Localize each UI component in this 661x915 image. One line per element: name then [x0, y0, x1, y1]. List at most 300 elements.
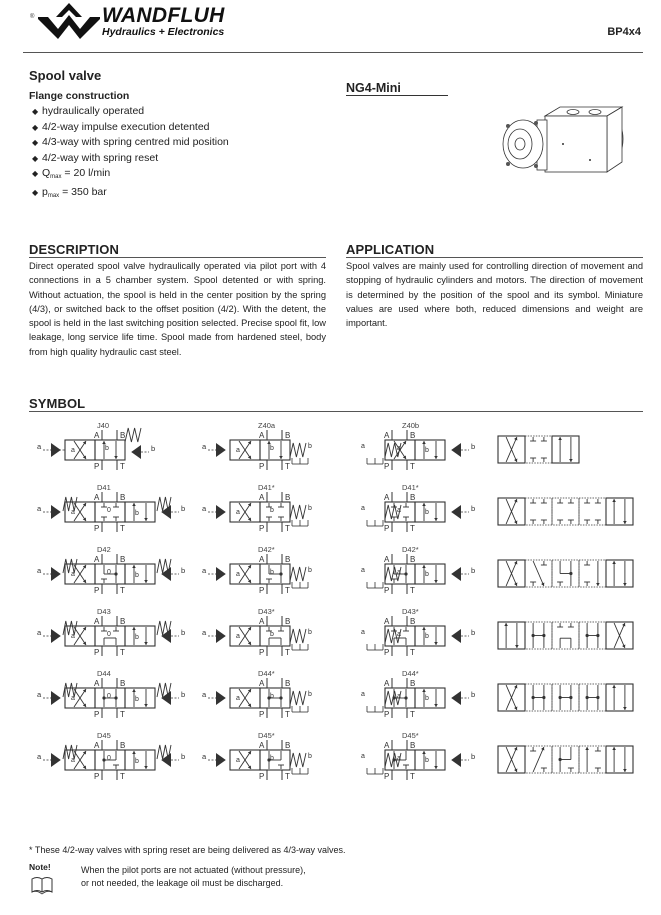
transition-cell [606, 746, 633, 773]
pilot-triangle-icon [216, 567, 226, 581]
port-label: P [259, 772, 265, 781]
port-label: 0 [107, 507, 111, 514]
port-label: a [361, 443, 365, 450]
drain-icon [292, 644, 308, 650]
description-title: DESCRIPTION [29, 242, 119, 257]
symbol-D44 [37, 669, 185, 719]
port-label: P [259, 524, 265, 533]
pilot-label: a [202, 442, 207, 451]
pilot-triangle-icon [216, 505, 226, 519]
valve-cell [95, 440, 125, 460]
diamond-bullet-icon: ◆ [32, 107, 39, 116]
valve-cell [415, 440, 445, 460]
symbol-title: SYMBOL [29, 396, 86, 411]
symbol-D42 [37, 545, 185, 595]
port-label: b [135, 510, 139, 517]
drain-icon [292, 520, 308, 526]
port-label: P [94, 586, 100, 595]
port-label: P [384, 524, 390, 533]
pilot-triangle-icon [216, 753, 226, 767]
transition-cell [552, 622, 579, 649]
drain-icon [367, 706, 383, 712]
port-label: b [270, 569, 274, 576]
port-label: T [410, 772, 415, 781]
symbol-code: D41* [402, 483, 419, 492]
port-label: T [285, 524, 290, 533]
symbol-Z40a [202, 421, 312, 471]
port-label: b [270, 507, 274, 514]
port-label: A [94, 493, 100, 502]
symbol-code: D42 [97, 545, 111, 554]
port-label: a [361, 629, 365, 636]
port-label: P [94, 524, 100, 533]
port-label: b [135, 634, 139, 641]
port-label: P [259, 710, 265, 719]
port-label: T [120, 648, 125, 657]
spring-icon [157, 559, 171, 573]
symbol-row [0, 606, 661, 668]
valve-cell [415, 564, 445, 584]
spring-icon [157, 745, 171, 759]
pilot-triangle-icon [161, 691, 171, 705]
port-label: a [71, 695, 75, 702]
valve-cell [415, 688, 445, 708]
port-label: B [410, 555, 416, 564]
valve-cell [415, 626, 445, 646]
port-label: a [397, 507, 401, 514]
port-label: a [71, 757, 75, 764]
symbol-D43* [361, 607, 475, 657]
pilot-label: b [471, 566, 476, 575]
port-label: B [120, 493, 126, 502]
pilot-label: a [202, 504, 207, 513]
port-label: a [236, 757, 240, 764]
port-label: b [270, 693, 274, 700]
port-label: A [94, 617, 100, 626]
port-label: b [135, 572, 139, 579]
port-label: b [425, 571, 429, 578]
transition-symbol [498, 436, 579, 463]
feature-item: ◆ 4/2-way impulse execution detented [32, 120, 229, 136]
pilot-label: b [181, 752, 186, 761]
feature-item: ◆ 4/3-way with spring centred mid position [32, 135, 229, 151]
symbol-grid [0, 420, 661, 830]
pilot-label: a [202, 752, 207, 761]
port-label: a [71, 509, 75, 516]
drain-icon [292, 768, 308, 774]
symbol-row [0, 730, 661, 792]
pilot-label: a [202, 690, 207, 699]
feature-item: ◆ hydraulically operated [32, 104, 229, 120]
port-label: T [285, 462, 290, 471]
symbol-row [0, 668, 661, 730]
transition-symbol [498, 684, 633, 711]
drain-icon [292, 706, 308, 712]
application-title: APPLICATION [346, 242, 435, 257]
drain-icon [367, 768, 383, 774]
port-label: b [425, 509, 429, 516]
pilot-triangle-icon [216, 691, 226, 705]
feature-list [32, 104, 229, 203]
port-label: A [259, 741, 265, 750]
valve-illustration [495, 102, 630, 182]
port-label: P [384, 648, 390, 657]
port-label: a [361, 753, 365, 760]
spring-icon [290, 753, 306, 767]
feature-item-flow: ◆ $Q_{max} = 20$ l/min [32, 167, 111, 180]
transition-symbol [498, 746, 633, 773]
spring-icon [290, 691, 306, 705]
diamond-bullet-icon: ◆ [32, 138, 39, 147]
symbol-J40 [37, 421, 155, 471]
port-label: T [410, 586, 415, 595]
pilot-label: a [202, 566, 207, 575]
application-divider [346, 257, 643, 258]
port-label: A [384, 431, 390, 440]
port-label: 0 [107, 755, 111, 762]
port-label: B [410, 741, 416, 750]
transition-cell [606, 560, 633, 587]
pilot-triangle-icon [451, 505, 461, 519]
port-label: a [397, 631, 401, 638]
port-label: b [308, 691, 312, 698]
symbol-D42* [202, 545, 312, 595]
port-label: B [285, 679, 291, 688]
drain-icon [367, 644, 383, 650]
footnote: * These 4/2-way valves with spring reset are being delivered as 4/3-way valves. [29, 845, 346, 855]
port-label: b [425, 447, 429, 454]
symbol-D41* [361, 483, 475, 533]
spring-icon [290, 567, 306, 581]
description-divider [29, 257, 326, 258]
port-label: b [308, 567, 312, 574]
valve-cell [125, 626, 155, 646]
symbol-D41 [37, 483, 185, 533]
pilot-triangle-icon [161, 505, 171, 519]
port-label: T [410, 710, 415, 719]
port-label: A [94, 431, 100, 440]
valve-cell [260, 626, 290, 646]
port-label: a [236, 509, 240, 516]
pilot-label: b [181, 504, 186, 513]
pilot-triangle-icon [451, 443, 461, 457]
port-label: B [120, 741, 126, 750]
product-subtitle: Flange construction [29, 90, 130, 102]
pilot-triangle-icon [451, 629, 461, 643]
symbol-code: D41* [258, 483, 275, 492]
symbol-code: D44* [402, 669, 419, 678]
valve-cell [125, 502, 155, 522]
pilot-triangle-icon [51, 629, 61, 643]
transition-cell [498, 622, 525, 649]
registered-mark: ® [30, 14, 35, 20]
pilot-label: b [181, 628, 186, 637]
symbol-D44* [361, 669, 475, 719]
transition-cell [552, 436, 579, 463]
port-label: a [71, 447, 75, 454]
port-label: T [285, 648, 290, 657]
port-label: a [361, 505, 365, 512]
port-label: P [259, 648, 265, 657]
port-label: b [308, 505, 312, 512]
port-label: b [135, 758, 139, 765]
pilot-triangle-icon [131, 445, 141, 459]
port-label: B [285, 741, 291, 750]
transition-cell [525, 436, 552, 463]
port-label: A [384, 555, 390, 564]
port-label: P [384, 462, 390, 471]
pilot-label: b [181, 690, 186, 699]
spring-icon [157, 497, 171, 511]
port-label: T [120, 524, 125, 533]
port-label: B [410, 679, 416, 688]
note-label: Note! [29, 862, 51, 872]
port-label: a [236, 447, 240, 454]
note-text: When the pilot ports are not actuated (without pressure), or not needed, the leakage oil must be discharged. [81, 865, 306, 888]
pilot-label: b [181, 566, 186, 575]
port-label: A [259, 617, 265, 626]
feature-item-pressure: ◆ $p_{max} = 350$ bar [32, 185, 107, 199]
valve-cell [125, 750, 155, 770]
pilot-label: b [471, 442, 476, 451]
port-label: P [259, 462, 265, 471]
diamond-bullet-icon: ◆ [32, 187, 39, 197]
valve-cell [125, 564, 155, 584]
port-label: b [105, 445, 109, 452]
port-label: a [397, 445, 401, 452]
port-label: T [410, 462, 415, 471]
port-label: A [384, 617, 390, 626]
port-label: b [270, 445, 274, 452]
pilot-triangle-icon [451, 753, 461, 767]
pilot-label: a [37, 752, 42, 761]
description-text: Direct operated spool valve hydraulically operated via pilot port with 4 connections in a 5 chamber system. Spool detented or with spring. Without actuation, the spool is held in the center position by the spring (4/3), or switched back to the offset position (4/2). With the detent, the spool is held in the last switching position selected. Precise spool fit, low leakage, long service life time. Spool made from hardened steel, body from high quality hydraulic cast steel. [29, 261, 326, 357]
port-label: A [259, 431, 265, 440]
pilot-label: a [202, 628, 207, 637]
symbol-code: Z40b [402, 421, 420, 430]
port-label: b [425, 695, 429, 702]
port-label: A [384, 493, 390, 502]
port-label: a [397, 755, 401, 762]
symbol-Z40b [361, 421, 475, 471]
port-label: a [361, 567, 365, 574]
transition-cell [579, 560, 606, 587]
valve-cell [415, 750, 445, 770]
transition-cell [606, 498, 633, 525]
port-label: T [285, 710, 290, 719]
symbol-code: D41 [97, 483, 111, 492]
port-label: P [94, 772, 100, 781]
pilot-label: b [471, 628, 476, 637]
port-label: P [94, 648, 100, 657]
brand-name: WANDFLUH [102, 4, 225, 27]
port-label: B [285, 431, 291, 440]
port-label: T [120, 586, 125, 595]
port-label: B [120, 555, 126, 564]
valve-cell [125, 688, 155, 708]
diamond-bullet-icon: ◆ [32, 153, 39, 163]
port-label: A [259, 555, 265, 564]
transition-cell [552, 498, 579, 525]
port-label: B [410, 431, 416, 440]
symbol-row [0, 544, 661, 606]
drain-icon [367, 520, 383, 526]
port-label: P [384, 586, 390, 595]
port-label: A [384, 679, 390, 688]
port-label: B [285, 493, 291, 502]
symbol-divider [29, 411, 643, 412]
pilot-triangle-icon [51, 567, 61, 581]
transition-cell [525, 498, 552, 525]
transition-symbol [498, 560, 633, 587]
spring-icon [157, 683, 171, 697]
port-label: b [425, 633, 429, 640]
port-label: T [410, 648, 415, 657]
port-label: A [94, 555, 100, 564]
symbol-row [0, 420, 661, 482]
symbol-D43* [202, 607, 312, 657]
pilot-triangle-icon [451, 691, 461, 705]
pilot-triangle-icon [161, 567, 171, 581]
pilot-label: b [471, 690, 476, 699]
pilot-triangle-icon [161, 629, 171, 643]
symbol-code: D42* [402, 545, 419, 554]
port-label: b [308, 753, 312, 760]
pilot-label: a [37, 504, 42, 513]
port-label: a [71, 571, 75, 578]
symbol-D45 [37, 731, 185, 781]
symbol-code: D44 [97, 669, 111, 678]
symbol-code: J40 [97, 421, 110, 430]
symbol-code: D43* [402, 607, 419, 616]
port-label: T [120, 772, 125, 781]
port-label: a [397, 569, 401, 576]
pilot-triangle-icon [161, 753, 171, 767]
port-label: A [259, 493, 265, 502]
symbol-code: D45* [402, 731, 419, 740]
port-label: P [94, 462, 100, 471]
drain-icon [292, 582, 308, 588]
symbol-code: D42* [258, 545, 275, 554]
drain-icon [367, 458, 383, 464]
port-label: b [308, 443, 312, 450]
port-label: A [94, 679, 100, 688]
port-label: B [120, 431, 126, 440]
port-label: a [236, 571, 240, 578]
wandfluh-logo-mark [38, 3, 100, 39]
pilot-label: a [37, 566, 42, 575]
valve-cell [260, 440, 290, 460]
port-label: B [410, 617, 416, 626]
port-label: a [236, 695, 240, 702]
header-divider [23, 52, 643, 53]
port-label: P [384, 772, 390, 781]
symbol-D42* [361, 545, 475, 595]
spring-icon [290, 629, 306, 643]
valve-cell [260, 502, 290, 522]
pilot-label: a [37, 442, 42, 451]
port-label: a [397, 693, 401, 700]
transition-cell [606, 684, 633, 711]
pilot-label: b [471, 504, 476, 513]
book-icon [30, 874, 54, 896]
port-label: B [285, 617, 291, 626]
pilot-triangle-icon [51, 691, 61, 705]
port-label: b [135, 696, 139, 703]
port-label: a [71, 633, 75, 640]
diamond-bullet-icon: ◆ [32, 122, 39, 132]
port-label: 0 [107, 693, 111, 700]
spring-icon [157, 621, 171, 635]
port-label: A [94, 741, 100, 750]
spring-icon [290, 505, 306, 519]
symbol-code: D45 [97, 731, 111, 740]
pilot-triangle-icon [216, 443, 226, 457]
symbol-D43 [37, 607, 185, 657]
symbol-D41* [202, 483, 312, 533]
pilot-label: b [471, 752, 476, 761]
pilot-label: b [151, 444, 156, 453]
transition-symbol [498, 498, 633, 525]
port-label: B [120, 679, 126, 688]
pilot-triangle-icon [51, 505, 61, 519]
feature-item: ◆ 4/2-way with spring reset [32, 151, 229, 167]
port-label: b [425, 757, 429, 764]
port-label: P [94, 710, 100, 719]
size-label: NG4-Mini [346, 81, 401, 95]
brand-tagline: Hydraulics + Electronics [102, 26, 225, 38]
port-label: 0 [107, 569, 111, 576]
port-label: T [120, 710, 125, 719]
symbol-D44* [202, 669, 312, 719]
symbol-code: Z40a [258, 421, 276, 430]
pilot-triangle-icon [451, 567, 461, 581]
transition-cell [579, 498, 606, 525]
symbol-code: D43* [258, 607, 275, 616]
spring-icon [290, 443, 306, 457]
header [0, 0, 661, 56]
port-label: T [410, 524, 415, 533]
symbol-D45* [361, 731, 475, 781]
size-label-underline [346, 95, 448, 96]
port-label: b [308, 629, 312, 636]
symbol-code: D45* [258, 731, 275, 740]
port-label: B [120, 617, 126, 626]
symbol-code: D43 [97, 607, 111, 616]
application-text: Spool valves are mainly used for controlling direction of movement and stopping of hydraulic cylinders and motors. The direction of movement is determined by the position of the spool and its symbol. Miniature values are used where both, reduced dimensions and weight are important. [346, 261, 643, 329]
pilot-triangle-icon [51, 753, 61, 767]
pilot-label: a [37, 690, 42, 699]
port-label: B [285, 555, 291, 564]
port-label: T [285, 586, 290, 595]
port-label: 0 [107, 631, 111, 638]
spring-icon [125, 428, 141, 442]
symbol-row [0, 482, 661, 544]
transition-symbol [498, 622, 633, 649]
port-label: a [361, 691, 365, 698]
valve-cell [415, 502, 445, 522]
diamond-bullet-icon: ◆ [32, 169, 39, 178]
port-label: A [384, 741, 390, 750]
drain-icon [367, 582, 383, 588]
drain-icon [292, 458, 308, 464]
port-label: B [410, 493, 416, 502]
port-label: a [236, 633, 240, 640]
port-label: b [270, 631, 274, 638]
pilot-label: a [37, 628, 42, 637]
port-label: T [285, 772, 290, 781]
symbol-D45* [202, 731, 312, 781]
